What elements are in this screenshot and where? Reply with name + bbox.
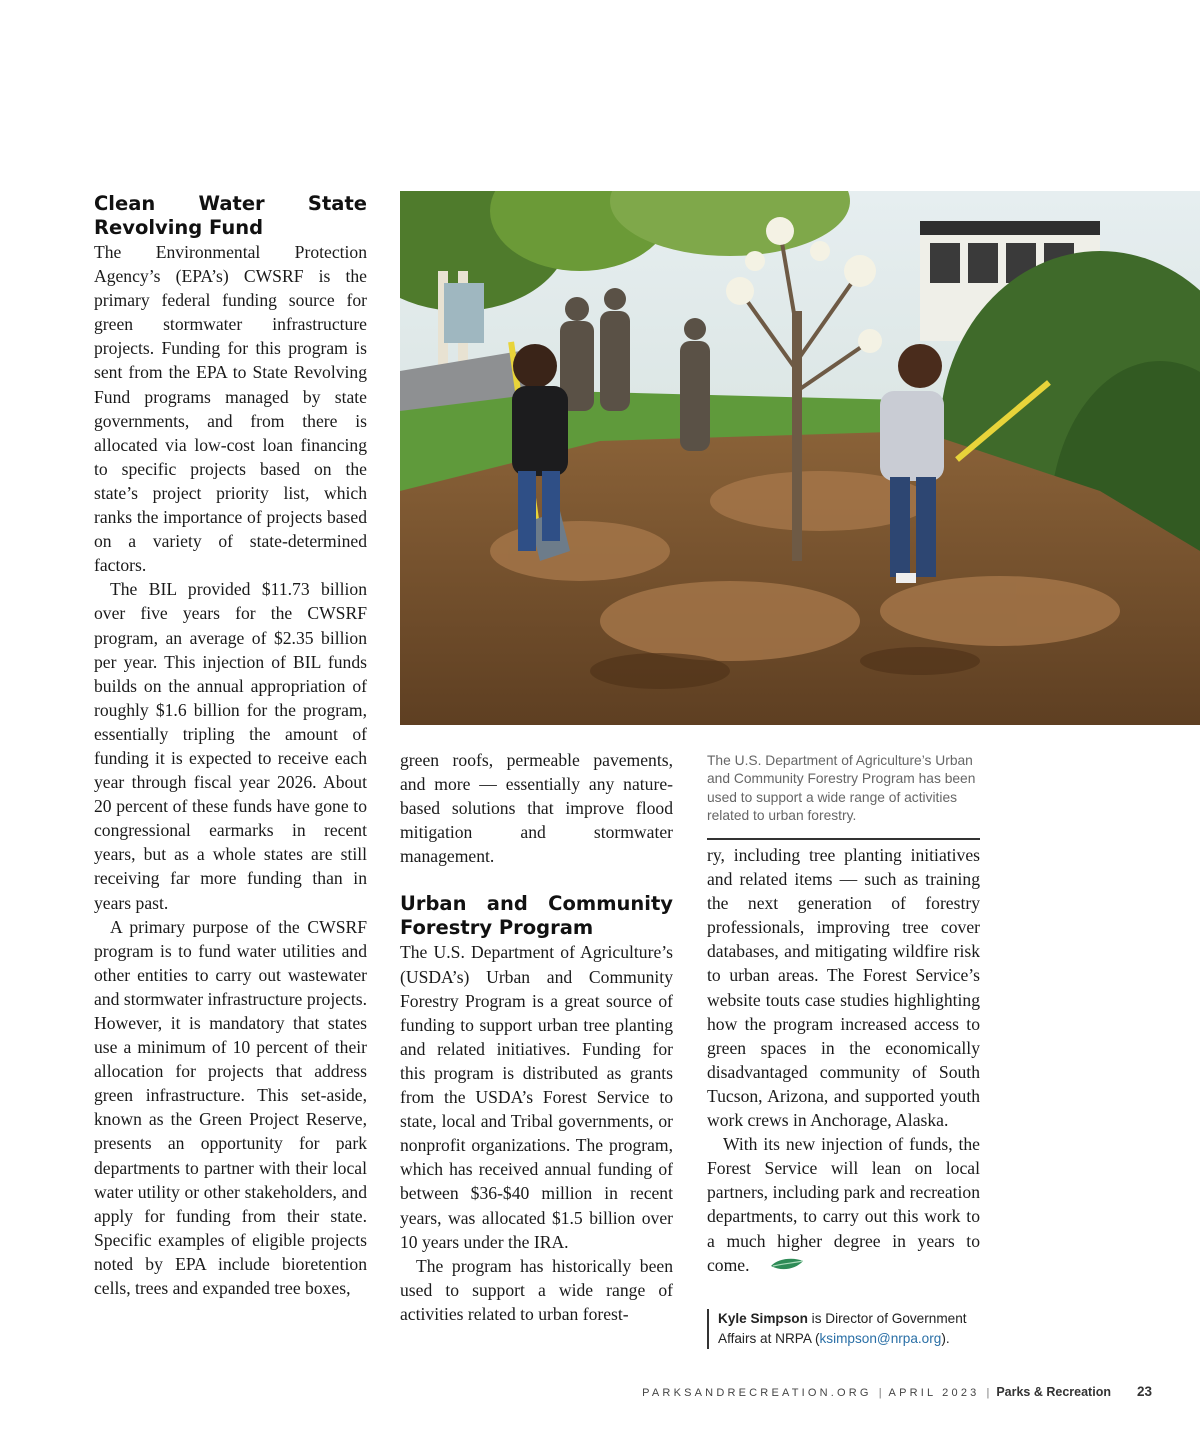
article-column-3 bbox=[707, 843, 980, 1279]
author-name: Kyle Simpson bbox=[718, 1311, 808, 1326]
paragraph: The Environmental Protection Agency’s (EPA’s) CWSRF is the primary federal funding source for green stormwater infrastructure projects. Funding for this program is sent from the EPA to State Revolving Fund programs managed by state governments, and from there is allocated via low-cost loan financing to specific projects based on the state’s project priority list, which ranks the importance of projects based on a variety of state-determined factors. bbox=[94, 242, 367, 576]
paragraph: The U.S. Department of Agriculture’s (USDA’s) Urban and Community Forestry Program is a great source of funding to support urban tree planting and related initiatives. Funding for this program is distributed as grants from the USDA’s Forest Service to state, local and Tribal governments, or nonprofit organizations. The program, which has received annual funding of between $36-$40 million in recent years, was allocated $1.5 billion over 10 years under the IRA. bbox=[400, 942, 673, 1252]
closing-text: With its new injection of funds, the Forest Service will lean on local partners, including park and recreation departments, to carry out this work to a much higher degree in years to come. bbox=[707, 1134, 980, 1275]
section-heading-urban-forestry: Urban and Community Forestry Program bbox=[400, 892, 673, 940]
author-role: is Director of Government Affairs at NRPA ( bbox=[718, 1311, 967, 1346]
section-heading-cwsrf: Clean Water State Revolving Fund bbox=[94, 192, 367, 239]
paragraph bbox=[707, 1132, 980, 1278]
page-number: 23 bbox=[1136, 1384, 1152, 1399]
author-bio bbox=[707, 1309, 998, 1349]
footer-site: PARKSANDRECREATION.ORG bbox=[642, 1387, 872, 1399]
author-email-link[interactable]: ksimpson@nrpa.org bbox=[819, 1331, 942, 1346]
paragraph: A primary purpose of the CWSRF program is to fund water utilities and other entities to carry out wastewater and stormwater infrastructure projects. However, it is mandatory that states use a minimum of 10 percent of their allocation for projects that address green infrastructure. This set-aside, known as the Green Project Reserve, presents an opportunity for park departments to partner with their local water utility or other stakeholders, and apply for funding from their state. Specific examples of eligible projects noted by EPA include bioretention cells, trees and expanded tree boxes, bbox=[94, 916, 367, 1299]
page-footer bbox=[642, 1384, 1152, 1399]
article-column-1 bbox=[94, 192, 367, 1300]
paragraph-continued: ry, including tree planting initiatives and related items — such as training the next generation of forestry professionals, improving tree cover databases, and mitigating wildfire risk to urban areas. The Forest Service’s website touts case studies highlighting how the program increased access to green spaces in the economically disadvantaged community of South Tucson, Arizona, and supported youth work crews in Anchorage, Alaska. bbox=[707, 845, 980, 1131]
footer-separator: | bbox=[986, 1387, 990, 1399]
leaf-icon bbox=[754, 1255, 804, 1279]
photo-caption: The U.S. Department of Agriculture’s Urban and Community Forestry Program has been used to support a wide range of activities related to urban forestry. bbox=[707, 753, 976, 823]
bio-closing: ). bbox=[941, 1331, 950, 1346]
tree-planting-photo bbox=[400, 191, 1200, 725]
footer-separator: | bbox=[878, 1387, 882, 1399]
paragraph: The BIL provided $11.73 billion over five years for the CWSRF program, an average of $2.35 billion per year. This injection of BIL funds builds on the annual appropriation of roughly $1.6 billion for the program, essentially tripling the amount of funding it is expected to receive each year through fiscal year 2026. About 20 percent of these funds have gone to congressional earmarks in recent years, but as a whole states are still receiving far more funding than in years past. bbox=[94, 579, 367, 913]
article-column-2 bbox=[400, 748, 673, 1326]
caption-divider bbox=[707, 838, 980, 840]
footer-issue: APRIL 2023 bbox=[888, 1387, 980, 1399]
paragraph-continued: green roofs, permeable pavements, and more — essentially any nature-based solutions that improve flood mitigation and stormwater management. bbox=[400, 750, 673, 867]
paragraph: The program has historically been used to support a wide range of activities related to urban forest- bbox=[400, 1255, 673, 1324]
footer-magazine: Parks & Recreation bbox=[996, 1385, 1111, 1399]
